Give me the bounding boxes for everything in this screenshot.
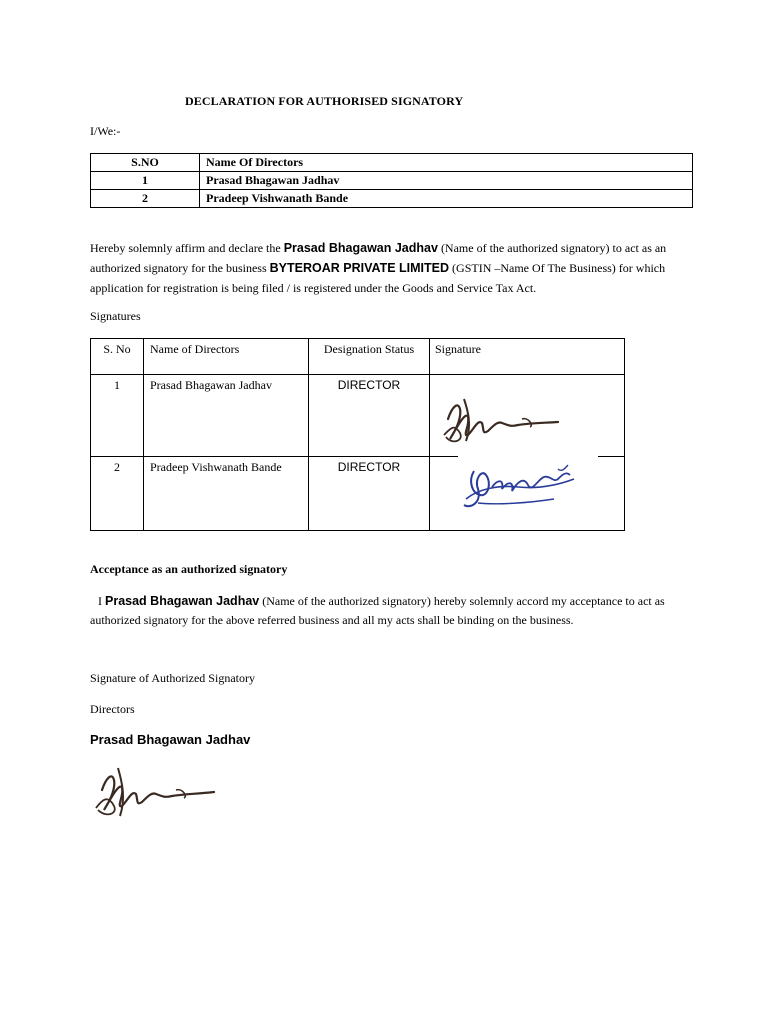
- table-row: [91, 172, 693, 190]
- header-name: Name of Directors: [144, 339, 309, 375]
- directors-label: Directors: [90, 702, 135, 716]
- acceptance-signatory-name: Prasad Bhagawan Jadhav: [105, 594, 260, 608]
- declaration-business-name: BYTEROAR PRIVATE LIMITED: [269, 261, 450, 275]
- signatures-label: Signatures: [90, 309, 141, 323]
- signature-label: Signature of Authorized Signatory: [90, 671, 255, 685]
- signature-image: [438, 389, 570, 447]
- signatures-table: [90, 338, 625, 531]
- table-row: [91, 457, 625, 531]
- signature-image: [458, 459, 598, 517]
- row-name: Prasad Bhagawan Jadhav: [200, 172, 693, 190]
- declaration-paragraph: [90, 238, 690, 298]
- row-designation: DIRECTOR: [309, 375, 430, 457]
- declaration-text-2: (Name of the authorized signatory) to act as an authorized signatory for the business: [90, 241, 667, 275]
- row-designation: DIRECTOR: [309, 457, 430, 531]
- row-signature-cell: [430, 375, 625, 457]
- table-row: [91, 375, 625, 457]
- row-sno: 2: [91, 190, 200, 208]
- document-title: DECLARATION FOR AUTHORISED SIGNATORY: [185, 94, 464, 108]
- footer-signature-image: [92, 760, 224, 820]
- row-name: Pradeep Vishwanath Bande: [200, 190, 693, 208]
- iwe-label: I/We:-: [90, 124, 121, 138]
- table-header-row: [91, 339, 625, 375]
- acceptance-prefix: I: [98, 594, 105, 608]
- table-header-row: [91, 154, 693, 172]
- header-sno: S. No: [91, 339, 144, 375]
- row-name: Prasad Bhagawan Jadhav: [144, 375, 309, 457]
- directors-table: [90, 153, 693, 208]
- row-signature-cell: [430, 457, 625, 531]
- declaration-text-3: (GSTIN –Name Of The Business) for which application for registration is being filed / is registered under the Goods and Service Tax Act.: [90, 261, 666, 295]
- acceptance-heading: Acceptance as an authorized signatory: [90, 562, 288, 576]
- table-row: [91, 190, 693, 208]
- acceptance-paragraph: [90, 592, 690, 630]
- header-signature: Signature: [430, 339, 625, 375]
- row-sno: 2: [91, 457, 144, 531]
- row-sno: 1: [91, 375, 144, 457]
- row-sno: 1: [91, 172, 200, 190]
- declaration-text-1: Hereby solemnly affirm and declare the: [90, 241, 284, 255]
- row-name: Pradeep Vishwanath Bande: [144, 457, 309, 531]
- header-name: Name Of Directors: [200, 154, 693, 172]
- header-sno: S.NO: [91, 154, 200, 172]
- footer-signatory-name: Prasad Bhagawan Jadhav: [90, 732, 251, 747]
- acceptance-text: (Name of the authorized signatory) hereby solemnly accord my acceptance to act as authorized signatory for the above referred business and all my acts shall be binding on the business.: [90, 594, 665, 627]
- declaration-signatory-name: Prasad Bhagawan Jadhav: [283, 241, 438, 255]
- header-designation: Designation Status: [309, 339, 430, 375]
